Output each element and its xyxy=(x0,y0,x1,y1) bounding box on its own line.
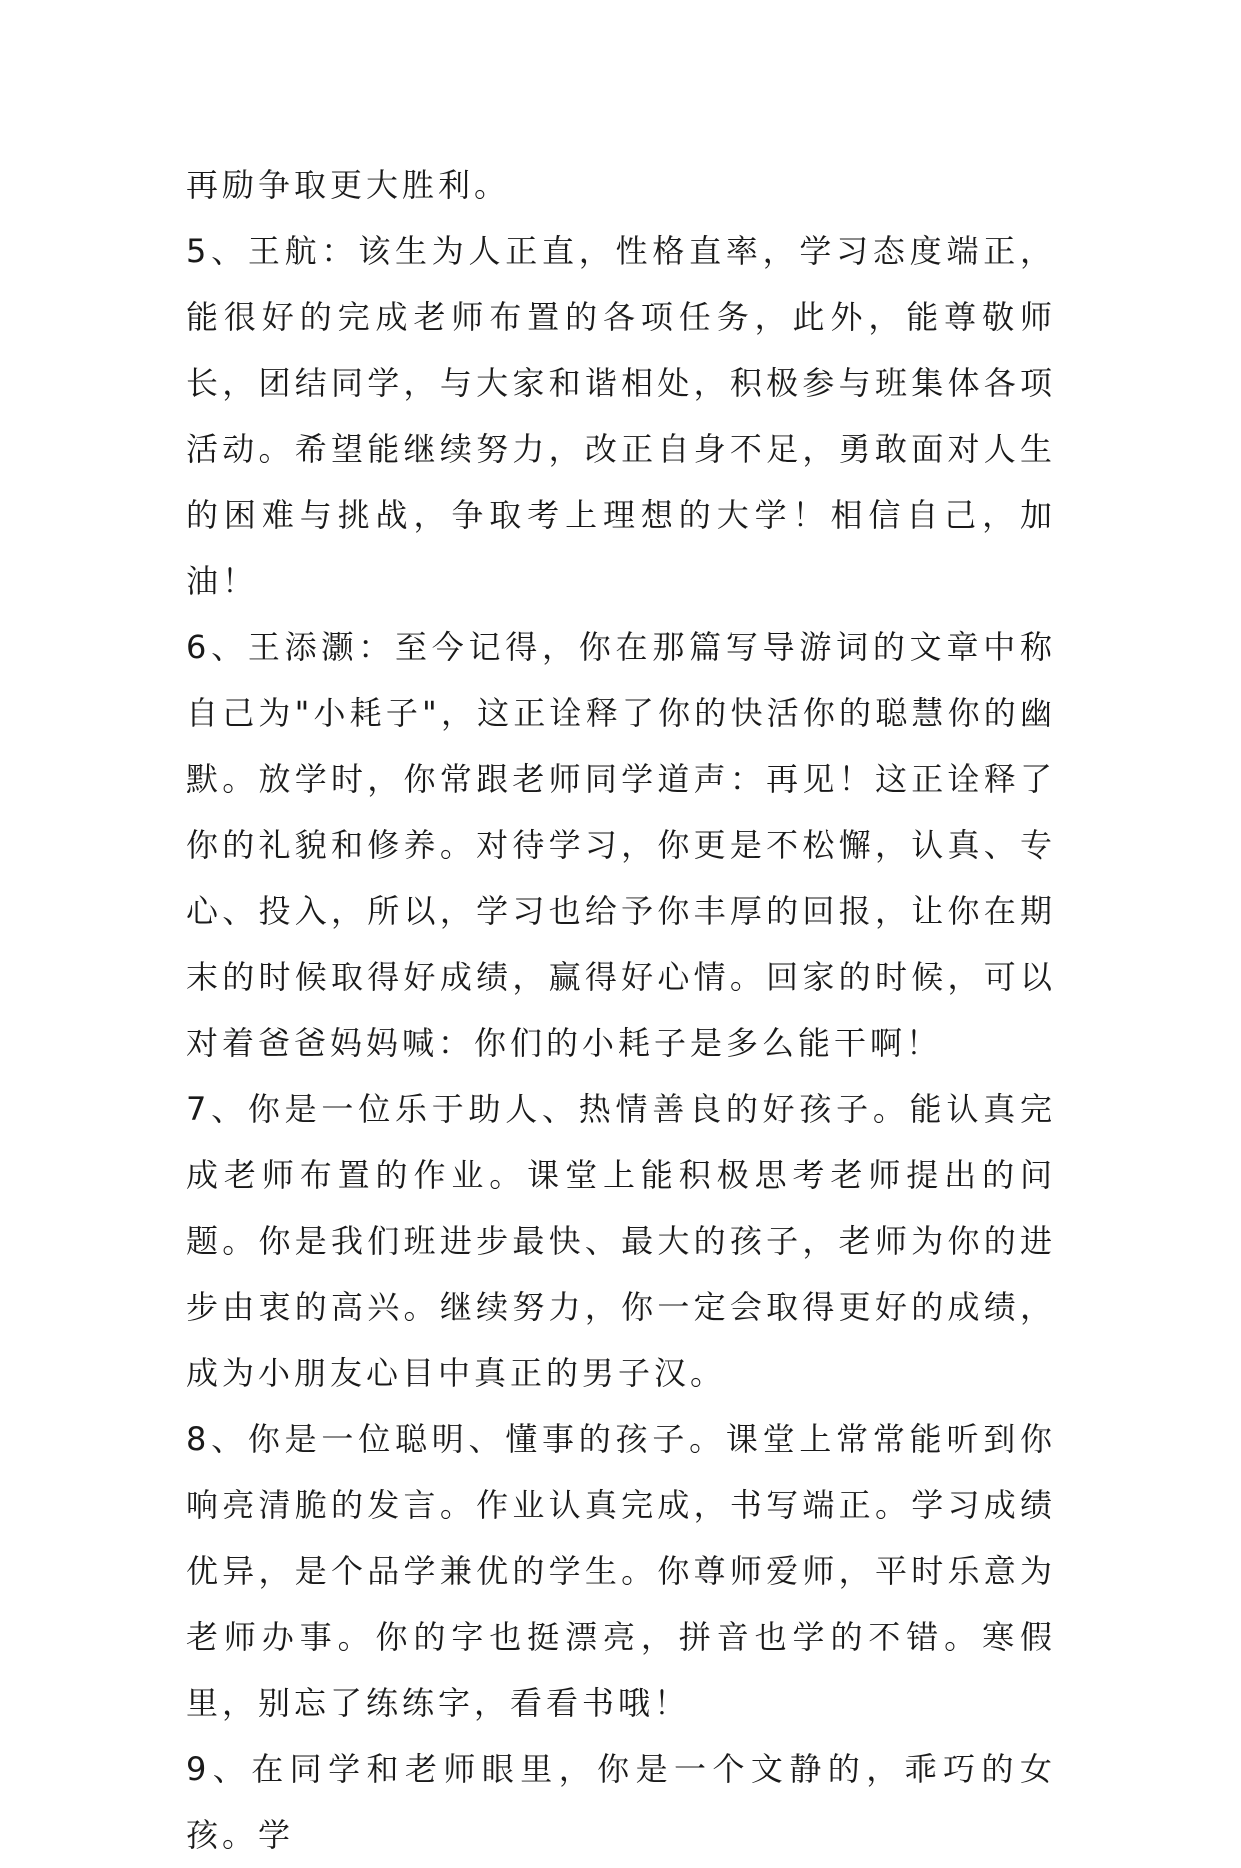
paragraph-comment-6: 6、王添灏：至今记得，你在那篇写导游词的文章中称自己为"小耗子"，这正诠释了你的快活你的聪慧你的幽默。放学时，你常跟老师同学道声：再见！这正诠释了你的礼貌和修养。对待学习，你更是不松懈，认真、专心、投入，所以，学习也给予你丰厚的回报，让你在期末的时候取得好成绩，赢得好心情。回家的时候，可以对着爸爸妈妈喊：你们的小耗子是多么能干啊！ xyxy=(186,628,1056,1062)
paragraph-continuation: 再励争取更大胜利。 xyxy=(186,166,511,204)
paragraph-comment-8: 8、你是一位聪明、懂事的孩子。课堂上常常能听到你响亮清脆的发言。作业认真完成，书写端正。学习成绩优异，是个品学兼优的学生。你尊师爱师，平时乐意为老师办事。你的字也挺漂亮，拼音也学的不错。寒假里，别忘了练练字，看看书哦！ xyxy=(186,1420,1056,1722)
paragraph-comment-9: 9、在同学和老师眼里，你是一个文静的，乖巧的女孩。学 xyxy=(186,1750,1056,1854)
document-body xyxy=(186,152,1056,1868)
paragraph-comment-7: 7、你是一位乐于助人、热情善良的好孩子。能认真完成老师布置的作业。课堂上能积极思考老师提出的问题。你是我们班进步最快、最大的孩子，老师为你的进步由衷的高兴。继续努力，你一定会取得更好的成绩，成为小朋友心目中真正的男子汉。 xyxy=(186,1090,1056,1392)
paragraph-comment-5: 5、王航：该生为人正直，性格直率，学习态度端正，能很好的完成老师布置的各项任务，此外，能尊敬师长，团结同学，与大家和谐相处，积极参与班集体各项活动。希望能继续努力，改正自身不足，勇敢面对人生的困难与挑战，争取考上理想的大学！相信自己，加油！ xyxy=(186,232,1056,600)
